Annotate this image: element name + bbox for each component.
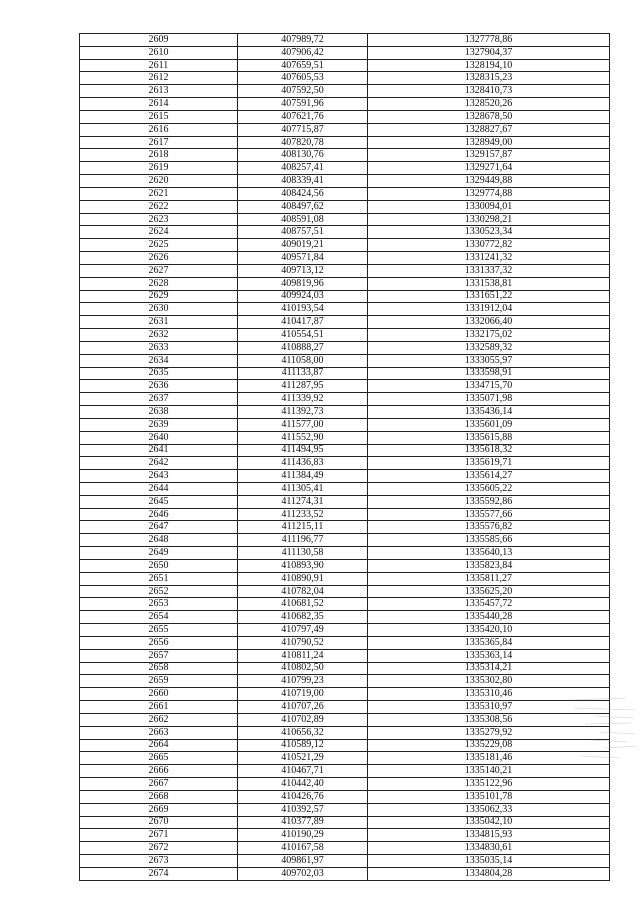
x-coordinate-cell: 409924,03 [238, 290, 368, 303]
point-number-cell: 2619 [80, 162, 238, 175]
y-coordinate-cell: 1332066,40 [368, 316, 610, 329]
x-coordinate-cell: 411384,49 [238, 470, 368, 483]
point-number-cell: 2637 [80, 393, 238, 406]
x-coordinate-cell: 408757,51 [238, 226, 368, 239]
point-number-cell: 2657 [80, 649, 238, 662]
x-coordinate-cell: 410802,50 [238, 662, 368, 675]
point-number-cell: 2668 [80, 790, 238, 803]
y-coordinate-cell: 1328410,73 [368, 85, 610, 98]
table-row [80, 162, 610, 175]
table-row [80, 559, 610, 572]
table-row [80, 495, 610, 508]
point-number-cell: 2630 [80, 303, 238, 316]
y-coordinate-cell: 1335308,56 [368, 713, 610, 726]
table-row [80, 175, 610, 188]
point-number-cell: 2643 [80, 470, 238, 483]
table-row [80, 624, 610, 637]
y-coordinate-cell: 1335436,14 [368, 406, 610, 419]
point-number-cell: 2659 [80, 675, 238, 688]
point-number-cell: 2653 [80, 598, 238, 611]
y-coordinate-cell: 1334830,61 [368, 842, 610, 855]
table-row [80, 457, 610, 470]
table-row [80, 380, 610, 393]
table-row [80, 688, 610, 701]
x-coordinate-cell: 410797,49 [238, 624, 368, 637]
x-coordinate-cell: 409819,96 [238, 277, 368, 290]
y-coordinate-cell: 1335577,66 [368, 508, 610, 521]
y-coordinate-cell: 1335625,20 [368, 585, 610, 598]
table-row [80, 547, 610, 560]
point-number-cell: 2641 [80, 444, 238, 457]
table-row [80, 123, 610, 136]
y-coordinate-cell: 1335576,82 [368, 521, 610, 534]
table-row [80, 98, 610, 111]
point-number-cell: 2664 [80, 739, 238, 752]
point-number-cell: 2645 [80, 495, 238, 508]
point-number-cell: 2622 [80, 200, 238, 213]
y-coordinate-cell: 1335279,92 [368, 726, 610, 739]
x-coordinate-cell: 407989,72 [238, 34, 368, 47]
x-coordinate-cell: 408339,41 [238, 175, 368, 188]
y-coordinate-cell: 1335181,46 [368, 752, 610, 765]
point-number-cell: 2660 [80, 688, 238, 701]
y-coordinate-cell: 1334804,28 [368, 867, 610, 880]
y-coordinate-cell: 1335365,84 [368, 636, 610, 649]
y-coordinate-cell: 1329271,64 [368, 162, 610, 175]
y-coordinate-cell: 1335640,13 [368, 547, 610, 560]
y-coordinate-cell: 1335302,80 [368, 675, 610, 688]
point-number-cell: 2635 [80, 367, 238, 380]
x-coordinate-cell: 411339,92 [238, 393, 368, 406]
point-number-cell: 2672 [80, 842, 238, 855]
y-coordinate-cell: 1331337,32 [368, 264, 610, 277]
y-coordinate-cell: 1331912,04 [368, 303, 610, 316]
y-coordinate-cell: 1327904,37 [368, 46, 610, 59]
x-coordinate-cell: 407621,76 [238, 110, 368, 123]
point-number-cell: 2673 [80, 855, 238, 868]
y-coordinate-cell: 1329157,87 [368, 149, 610, 162]
x-coordinate-cell: 410190,29 [238, 829, 368, 842]
x-coordinate-cell: 410521,29 [238, 752, 368, 765]
table-row [80, 149, 610, 162]
table-row [80, 829, 610, 842]
coordinates-table [79, 33, 610, 881]
point-number-cell: 2638 [80, 406, 238, 419]
table-row [80, 752, 610, 765]
x-coordinate-cell: 411233,52 [238, 508, 368, 521]
point-number-cell: 2629 [80, 290, 238, 303]
y-coordinate-cell: 1330772,82 [368, 239, 610, 252]
y-coordinate-cell: 1328949,00 [368, 136, 610, 149]
y-coordinate-cell: 1335363,14 [368, 649, 610, 662]
x-coordinate-cell: 408424,56 [238, 187, 368, 200]
point-number-cell: 2634 [80, 354, 238, 367]
point-number-cell: 2642 [80, 457, 238, 470]
table-row [80, 572, 610, 585]
x-coordinate-cell: 408591,08 [238, 213, 368, 226]
x-coordinate-cell: 410782,04 [238, 585, 368, 598]
x-coordinate-cell: 411058,00 [238, 354, 368, 367]
x-coordinate-cell: 408497,62 [238, 200, 368, 213]
table-row [80, 418, 610, 431]
table-row [80, 393, 610, 406]
x-coordinate-cell: 407906,42 [238, 46, 368, 59]
point-number-cell: 2658 [80, 662, 238, 675]
point-number-cell: 2612 [80, 72, 238, 85]
point-number-cell: 2627 [80, 264, 238, 277]
y-coordinate-cell: 1335615,88 [368, 431, 610, 444]
table-row [80, 585, 610, 598]
y-coordinate-cell: 1330298,21 [368, 213, 610, 226]
table-row [80, 701, 610, 714]
y-coordinate-cell: 1328194,10 [368, 59, 610, 72]
x-coordinate-cell: 410392,57 [238, 803, 368, 816]
y-coordinate-cell: 1335310,97 [368, 701, 610, 714]
point-number-cell: 2648 [80, 534, 238, 547]
table-row [80, 277, 610, 290]
table-row [80, 482, 610, 495]
point-number-cell: 2649 [80, 547, 238, 560]
y-coordinate-cell: 1328678,50 [368, 110, 610, 123]
x-coordinate-cell: 409019,21 [238, 239, 368, 252]
table-row [80, 354, 610, 367]
x-coordinate-cell: 410799,23 [238, 675, 368, 688]
table-row [80, 303, 610, 316]
table-row [80, 842, 610, 855]
y-coordinate-cell: 1330523,34 [368, 226, 610, 239]
table-row [80, 431, 610, 444]
x-coordinate-cell: 411274,31 [238, 495, 368, 508]
x-coordinate-cell: 407591,96 [238, 98, 368, 111]
y-coordinate-cell: 1327778,86 [368, 34, 610, 47]
point-number-cell: 2674 [80, 867, 238, 880]
table-row [80, 508, 610, 521]
coordinates-table-body [80, 34, 610, 881]
table-row [80, 187, 610, 200]
table-row [80, 34, 610, 47]
table-row [80, 598, 610, 611]
table-row [80, 790, 610, 803]
y-coordinate-cell: 1334715,70 [368, 380, 610, 393]
x-coordinate-cell: 410656,32 [238, 726, 368, 739]
y-coordinate-cell: 1335229,08 [368, 739, 610, 752]
y-coordinate-cell: 1335618,32 [368, 444, 610, 457]
y-coordinate-cell: 1332175,02 [368, 329, 610, 342]
x-coordinate-cell: 408130,76 [238, 149, 368, 162]
point-number-cell: 2663 [80, 726, 238, 739]
table-row [80, 200, 610, 213]
table-row [80, 136, 610, 149]
point-number-cell: 2666 [80, 765, 238, 778]
point-number-cell: 2628 [80, 277, 238, 290]
x-coordinate-cell: 410554,51 [238, 329, 368, 342]
y-coordinate-cell: 1335585,66 [368, 534, 610, 547]
x-coordinate-cell: 411215,11 [238, 521, 368, 534]
x-coordinate-cell: 411196,77 [238, 534, 368, 547]
point-number-cell: 2671 [80, 829, 238, 842]
y-coordinate-cell: 1335823,84 [368, 559, 610, 572]
y-coordinate-cell: 1335101,78 [368, 790, 610, 803]
table-row [80, 444, 610, 457]
point-number-cell: 2616 [80, 123, 238, 136]
x-coordinate-cell: 407715,87 [238, 123, 368, 136]
x-coordinate-cell: 409702,03 [238, 867, 368, 880]
table-row [80, 72, 610, 85]
point-number-cell: 2625 [80, 239, 238, 252]
y-coordinate-cell: 1335440,28 [368, 611, 610, 624]
x-coordinate-cell: 408257,41 [238, 162, 368, 175]
table-row [80, 226, 610, 239]
x-coordinate-cell: 411436,83 [238, 457, 368, 470]
point-number-cell: 2656 [80, 636, 238, 649]
x-coordinate-cell: 411577,00 [238, 418, 368, 431]
x-coordinate-cell: 411494,95 [238, 444, 368, 457]
x-coordinate-cell: 410702,89 [238, 713, 368, 726]
point-number-cell: 2624 [80, 226, 238, 239]
faint-stamp-mark [565, 688, 640, 768]
x-coordinate-cell: 410790,52 [238, 636, 368, 649]
y-coordinate-cell: 1335614,27 [368, 470, 610, 483]
y-coordinate-cell: 1332589,32 [368, 341, 610, 354]
point-number-cell: 2661 [80, 701, 238, 714]
point-number-cell: 2650 [80, 559, 238, 572]
table-row [80, 713, 610, 726]
point-number-cell: 2618 [80, 149, 238, 162]
point-number-cell: 2611 [80, 59, 238, 72]
table-row [80, 636, 610, 649]
x-coordinate-cell: 407605,53 [238, 72, 368, 85]
y-coordinate-cell: 1331651,22 [368, 290, 610, 303]
table-row [80, 470, 610, 483]
x-coordinate-cell: 411287,95 [238, 380, 368, 393]
point-number-cell: 2670 [80, 816, 238, 829]
y-coordinate-cell: 1335457,72 [368, 598, 610, 611]
y-coordinate-cell: 1335035,14 [368, 855, 610, 868]
x-coordinate-cell: 411392,73 [238, 406, 368, 419]
point-number-cell: 2665 [80, 752, 238, 765]
y-coordinate-cell: 1331538,81 [368, 277, 610, 290]
point-number-cell: 2617 [80, 136, 238, 149]
y-coordinate-cell: 1331241,32 [368, 252, 610, 265]
point-number-cell: 2654 [80, 611, 238, 624]
point-number-cell: 2614 [80, 98, 238, 111]
x-coordinate-cell: 411305,41 [238, 482, 368, 495]
x-coordinate-cell: 410167,58 [238, 842, 368, 855]
y-coordinate-cell: 1333598,91 [368, 367, 610, 380]
x-coordinate-cell: 410719,00 [238, 688, 368, 701]
point-number-cell: 2631 [80, 316, 238, 329]
x-coordinate-cell: 410681,52 [238, 598, 368, 611]
table-row [80, 662, 610, 675]
y-coordinate-cell: 1335619,71 [368, 457, 610, 470]
x-coordinate-cell: 410426,76 [238, 790, 368, 803]
x-coordinate-cell: 407820,78 [238, 136, 368, 149]
x-coordinate-cell: 409713,12 [238, 264, 368, 277]
table-row [80, 213, 610, 226]
x-coordinate-cell: 411552,90 [238, 431, 368, 444]
point-number-cell: 2609 [80, 34, 238, 47]
x-coordinate-cell: 409861,97 [238, 855, 368, 868]
y-coordinate-cell: 1335592,86 [368, 495, 610, 508]
x-coordinate-cell: 407659,51 [238, 59, 368, 72]
x-coordinate-cell: 411133,87 [238, 367, 368, 380]
x-coordinate-cell: 410888,27 [238, 341, 368, 354]
y-coordinate-cell: 1335042,10 [368, 816, 610, 829]
y-coordinate-cell: 1335605,22 [368, 482, 610, 495]
y-coordinate-cell: 1335140,21 [368, 765, 610, 778]
x-coordinate-cell: 410442,40 [238, 778, 368, 791]
x-coordinate-cell: 410890,91 [238, 572, 368, 585]
x-coordinate-cell: 409571,84 [238, 252, 368, 265]
point-number-cell: 2610 [80, 46, 238, 59]
y-coordinate-cell: 1335071,98 [368, 393, 610, 406]
point-number-cell: 2652 [80, 585, 238, 598]
point-number-cell: 2662 [80, 713, 238, 726]
point-number-cell: 2647 [80, 521, 238, 534]
point-number-cell: 2623 [80, 213, 238, 226]
table-row [80, 521, 610, 534]
table-row [80, 649, 610, 662]
point-number-cell: 2644 [80, 482, 238, 495]
x-coordinate-cell: 410707,26 [238, 701, 368, 714]
point-number-cell: 2632 [80, 329, 238, 342]
table-row [80, 765, 610, 778]
x-coordinate-cell: 410893,90 [238, 559, 368, 572]
table-row [80, 264, 610, 277]
point-number-cell: 2655 [80, 624, 238, 637]
table-row [80, 406, 610, 419]
table-row [80, 110, 610, 123]
table-row [80, 341, 610, 354]
table-row [80, 252, 610, 265]
point-number-cell: 2620 [80, 175, 238, 188]
table-row [80, 855, 610, 868]
table-row [80, 46, 610, 59]
x-coordinate-cell: 410467,71 [238, 765, 368, 778]
y-coordinate-cell: 1328315,23 [368, 72, 610, 85]
table-row [80, 85, 610, 98]
x-coordinate-cell: 410193,54 [238, 303, 368, 316]
table-row [80, 803, 610, 816]
x-coordinate-cell: 410682,35 [238, 611, 368, 624]
x-coordinate-cell: 410589,12 [238, 739, 368, 752]
table-row [80, 778, 610, 791]
y-coordinate-cell: 1335310,46 [368, 688, 610, 701]
y-coordinate-cell: 1328827,67 [368, 123, 610, 136]
point-number-cell: 2646 [80, 508, 238, 521]
table-row [80, 816, 610, 829]
y-coordinate-cell: 1335314,21 [368, 662, 610, 675]
point-number-cell: 2613 [80, 85, 238, 98]
point-number-cell: 2621 [80, 187, 238, 200]
point-number-cell: 2615 [80, 110, 238, 123]
point-number-cell: 2667 [80, 778, 238, 791]
point-number-cell: 2636 [80, 380, 238, 393]
y-coordinate-cell: 1334815,93 [368, 829, 610, 842]
table-row [80, 290, 610, 303]
table-row [80, 611, 610, 624]
table-row [80, 739, 610, 752]
table-row [80, 239, 610, 252]
y-coordinate-cell: 1333055,97 [368, 354, 610, 367]
table-row [80, 726, 610, 739]
point-number-cell: 2626 [80, 252, 238, 265]
y-coordinate-cell: 1329774,88 [368, 187, 610, 200]
y-coordinate-cell: 1335122,96 [368, 778, 610, 791]
x-coordinate-cell: 410811,24 [238, 649, 368, 662]
table-row [80, 59, 610, 72]
x-coordinate-cell: 411130,58 [238, 547, 368, 560]
point-number-cell: 2639 [80, 418, 238, 431]
table-row [80, 367, 610, 380]
table-row [80, 675, 610, 688]
y-coordinate-cell: 1335062,33 [368, 803, 610, 816]
x-coordinate-cell: 410377,89 [238, 816, 368, 829]
table-row [80, 329, 610, 342]
point-number-cell: 2651 [80, 572, 238, 585]
point-number-cell: 2640 [80, 431, 238, 444]
point-number-cell: 2633 [80, 341, 238, 354]
table-row [80, 534, 610, 547]
point-number-cell: 2669 [80, 803, 238, 816]
x-coordinate-cell: 410417,87 [238, 316, 368, 329]
y-coordinate-cell: 1330094,01 [368, 200, 610, 213]
table-row [80, 316, 610, 329]
y-coordinate-cell: 1335601,09 [368, 418, 610, 431]
y-coordinate-cell: 1328520,26 [368, 98, 610, 111]
y-coordinate-cell: 1335811,27 [368, 572, 610, 585]
y-coordinate-cell: 1335420,10 [368, 624, 610, 637]
table-row [80, 867, 610, 880]
y-coordinate-cell: 1329449,88 [368, 175, 610, 188]
x-coordinate-cell: 407592,50 [238, 85, 368, 98]
